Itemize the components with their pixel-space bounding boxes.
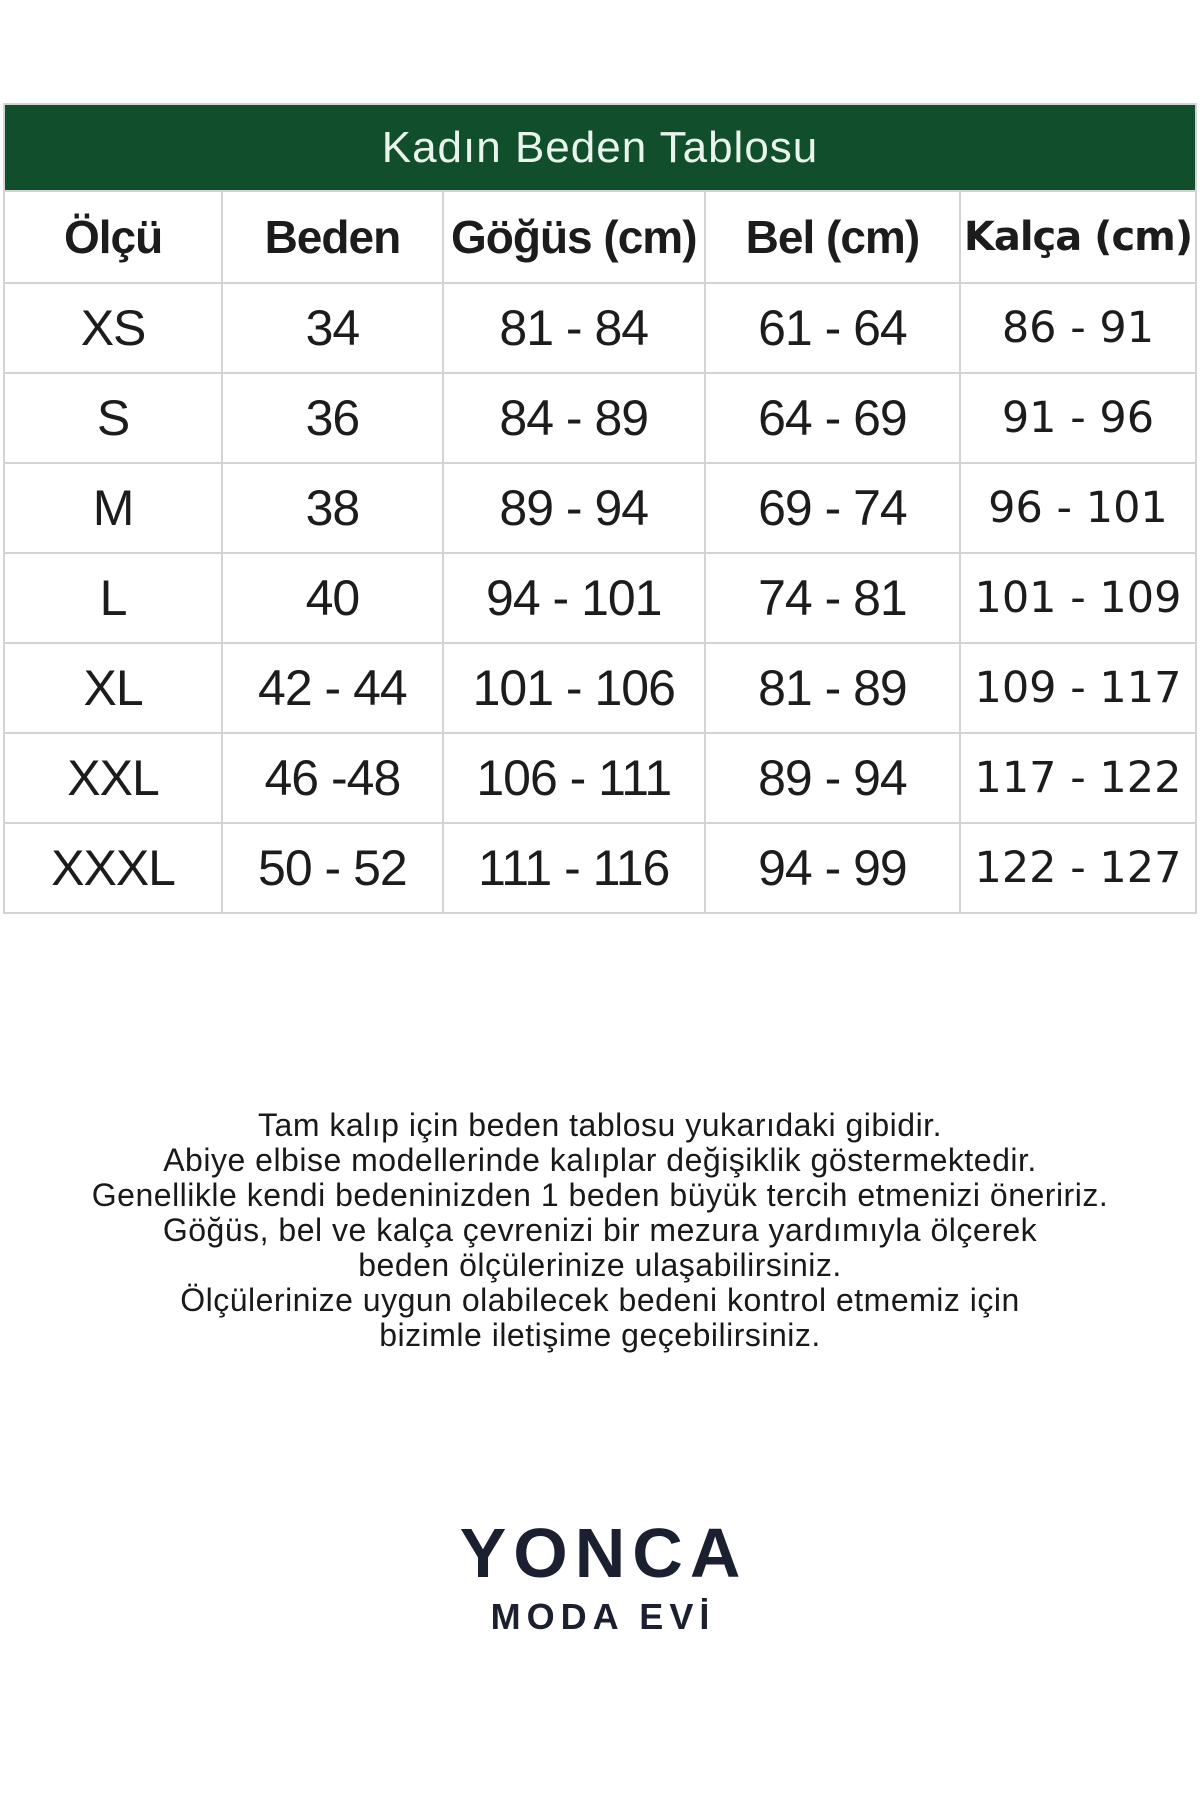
cell-kalca: 86 - 91 xyxy=(960,283,1196,373)
size-chart-table xyxy=(3,103,1197,914)
cell-beden: 46 -48 xyxy=(222,733,443,823)
brand-name: YONCA xyxy=(459,1514,748,1592)
cell-gogus: 106 - 111 xyxy=(443,733,705,823)
cell-size: L xyxy=(4,553,222,643)
note-line-2: Abiye elbise modellerinde kalıplar değişiklik göstermektedir. xyxy=(163,1142,1037,1178)
cell-kalca: 109 - 117 xyxy=(960,643,1196,733)
cell-size: XXL xyxy=(4,733,222,823)
note-line-7: bizimle iletişime geçebilirsiniz. xyxy=(379,1317,821,1353)
column-header-gogus: Göğüs (cm) xyxy=(443,191,705,283)
column-header-beden: Beden xyxy=(222,191,443,283)
cell-beden: 34 xyxy=(222,283,443,373)
cell-size: M xyxy=(4,463,222,553)
table-row-xl xyxy=(4,643,1196,733)
cell-size: XXXL xyxy=(4,823,222,913)
cell-beden: 40 xyxy=(222,553,443,643)
cell-beden: 36 xyxy=(222,373,443,463)
table-row-xxxl xyxy=(4,823,1196,913)
cell-size: S xyxy=(4,373,222,463)
note-line-6: Ölçülerinize uygun olabilecek bedeni kontrol etmemiz için xyxy=(180,1282,1020,1318)
note-line-4: Göğüs, bel ve kalça çevrenizi bir mezura yardımıyla ölçerek xyxy=(162,1212,1038,1248)
cell-bel: 64 - 69 xyxy=(705,373,960,463)
cell-kalca: 117 - 122 xyxy=(960,733,1196,823)
cell-gogus: 81 - 84 xyxy=(443,283,705,373)
cell-gogus: 89 - 94 xyxy=(443,463,705,553)
table-title: Kadın Beden Tablosu xyxy=(4,104,1196,191)
table-header-row xyxy=(4,191,1196,283)
cell-bel: 94 - 99 xyxy=(705,823,960,913)
cell-kalca: 122 - 127 xyxy=(960,823,1196,913)
table-row-m xyxy=(4,463,1196,553)
cell-bel: 89 - 94 xyxy=(705,733,960,823)
cell-gogus: 84 - 89 xyxy=(443,373,705,463)
table-row-s xyxy=(4,373,1196,463)
cell-size: XS xyxy=(4,283,222,373)
cell-bel: 81 - 89 xyxy=(705,643,960,733)
cell-beden: 42 - 44 xyxy=(222,643,443,733)
cell-bel: 74 - 81 xyxy=(705,553,960,643)
cell-gogus: 111 - 116 xyxy=(443,823,705,913)
table-row-xxl xyxy=(4,733,1196,823)
cell-kalca: 101 - 109 xyxy=(960,553,1196,643)
column-header-bel: Bel (cm) xyxy=(705,191,960,283)
table-title-row xyxy=(4,104,1196,191)
brand-tagline: MODA EVİ xyxy=(490,1596,716,1637)
size-notes xyxy=(0,1108,1200,1353)
cell-size: XL xyxy=(4,643,222,733)
table-row-l xyxy=(4,553,1196,643)
cell-gogus: 94 - 101 xyxy=(443,553,705,643)
cell-kalca: 96 - 101 xyxy=(960,463,1196,553)
brand-logo xyxy=(0,1514,1200,1637)
note-line-1: Tam kalıp için beden tablosu yukarıdaki gibidir. xyxy=(258,1107,942,1143)
note-line-3: Genellikle kendi bedeninizden 1 beden büyük tercih etmenizi öneririz. xyxy=(91,1177,1109,1213)
cell-bel: 61 - 64 xyxy=(705,283,960,373)
cell-gogus: 101 - 106 xyxy=(443,643,705,733)
table-row-xs xyxy=(4,283,1196,373)
column-header-kalca: Kalça (cm) xyxy=(960,191,1196,283)
cell-bel: 69 - 74 xyxy=(705,463,960,553)
cell-beden: 38 xyxy=(222,463,443,553)
note-line-5: beden ölçülerinize ulaşabilirsiniz. xyxy=(358,1247,842,1283)
column-header-olcu: Ölçü xyxy=(4,191,222,283)
cell-beden: 50 - 52 xyxy=(222,823,443,913)
cell-kalca: 91 - 96 xyxy=(960,373,1196,463)
